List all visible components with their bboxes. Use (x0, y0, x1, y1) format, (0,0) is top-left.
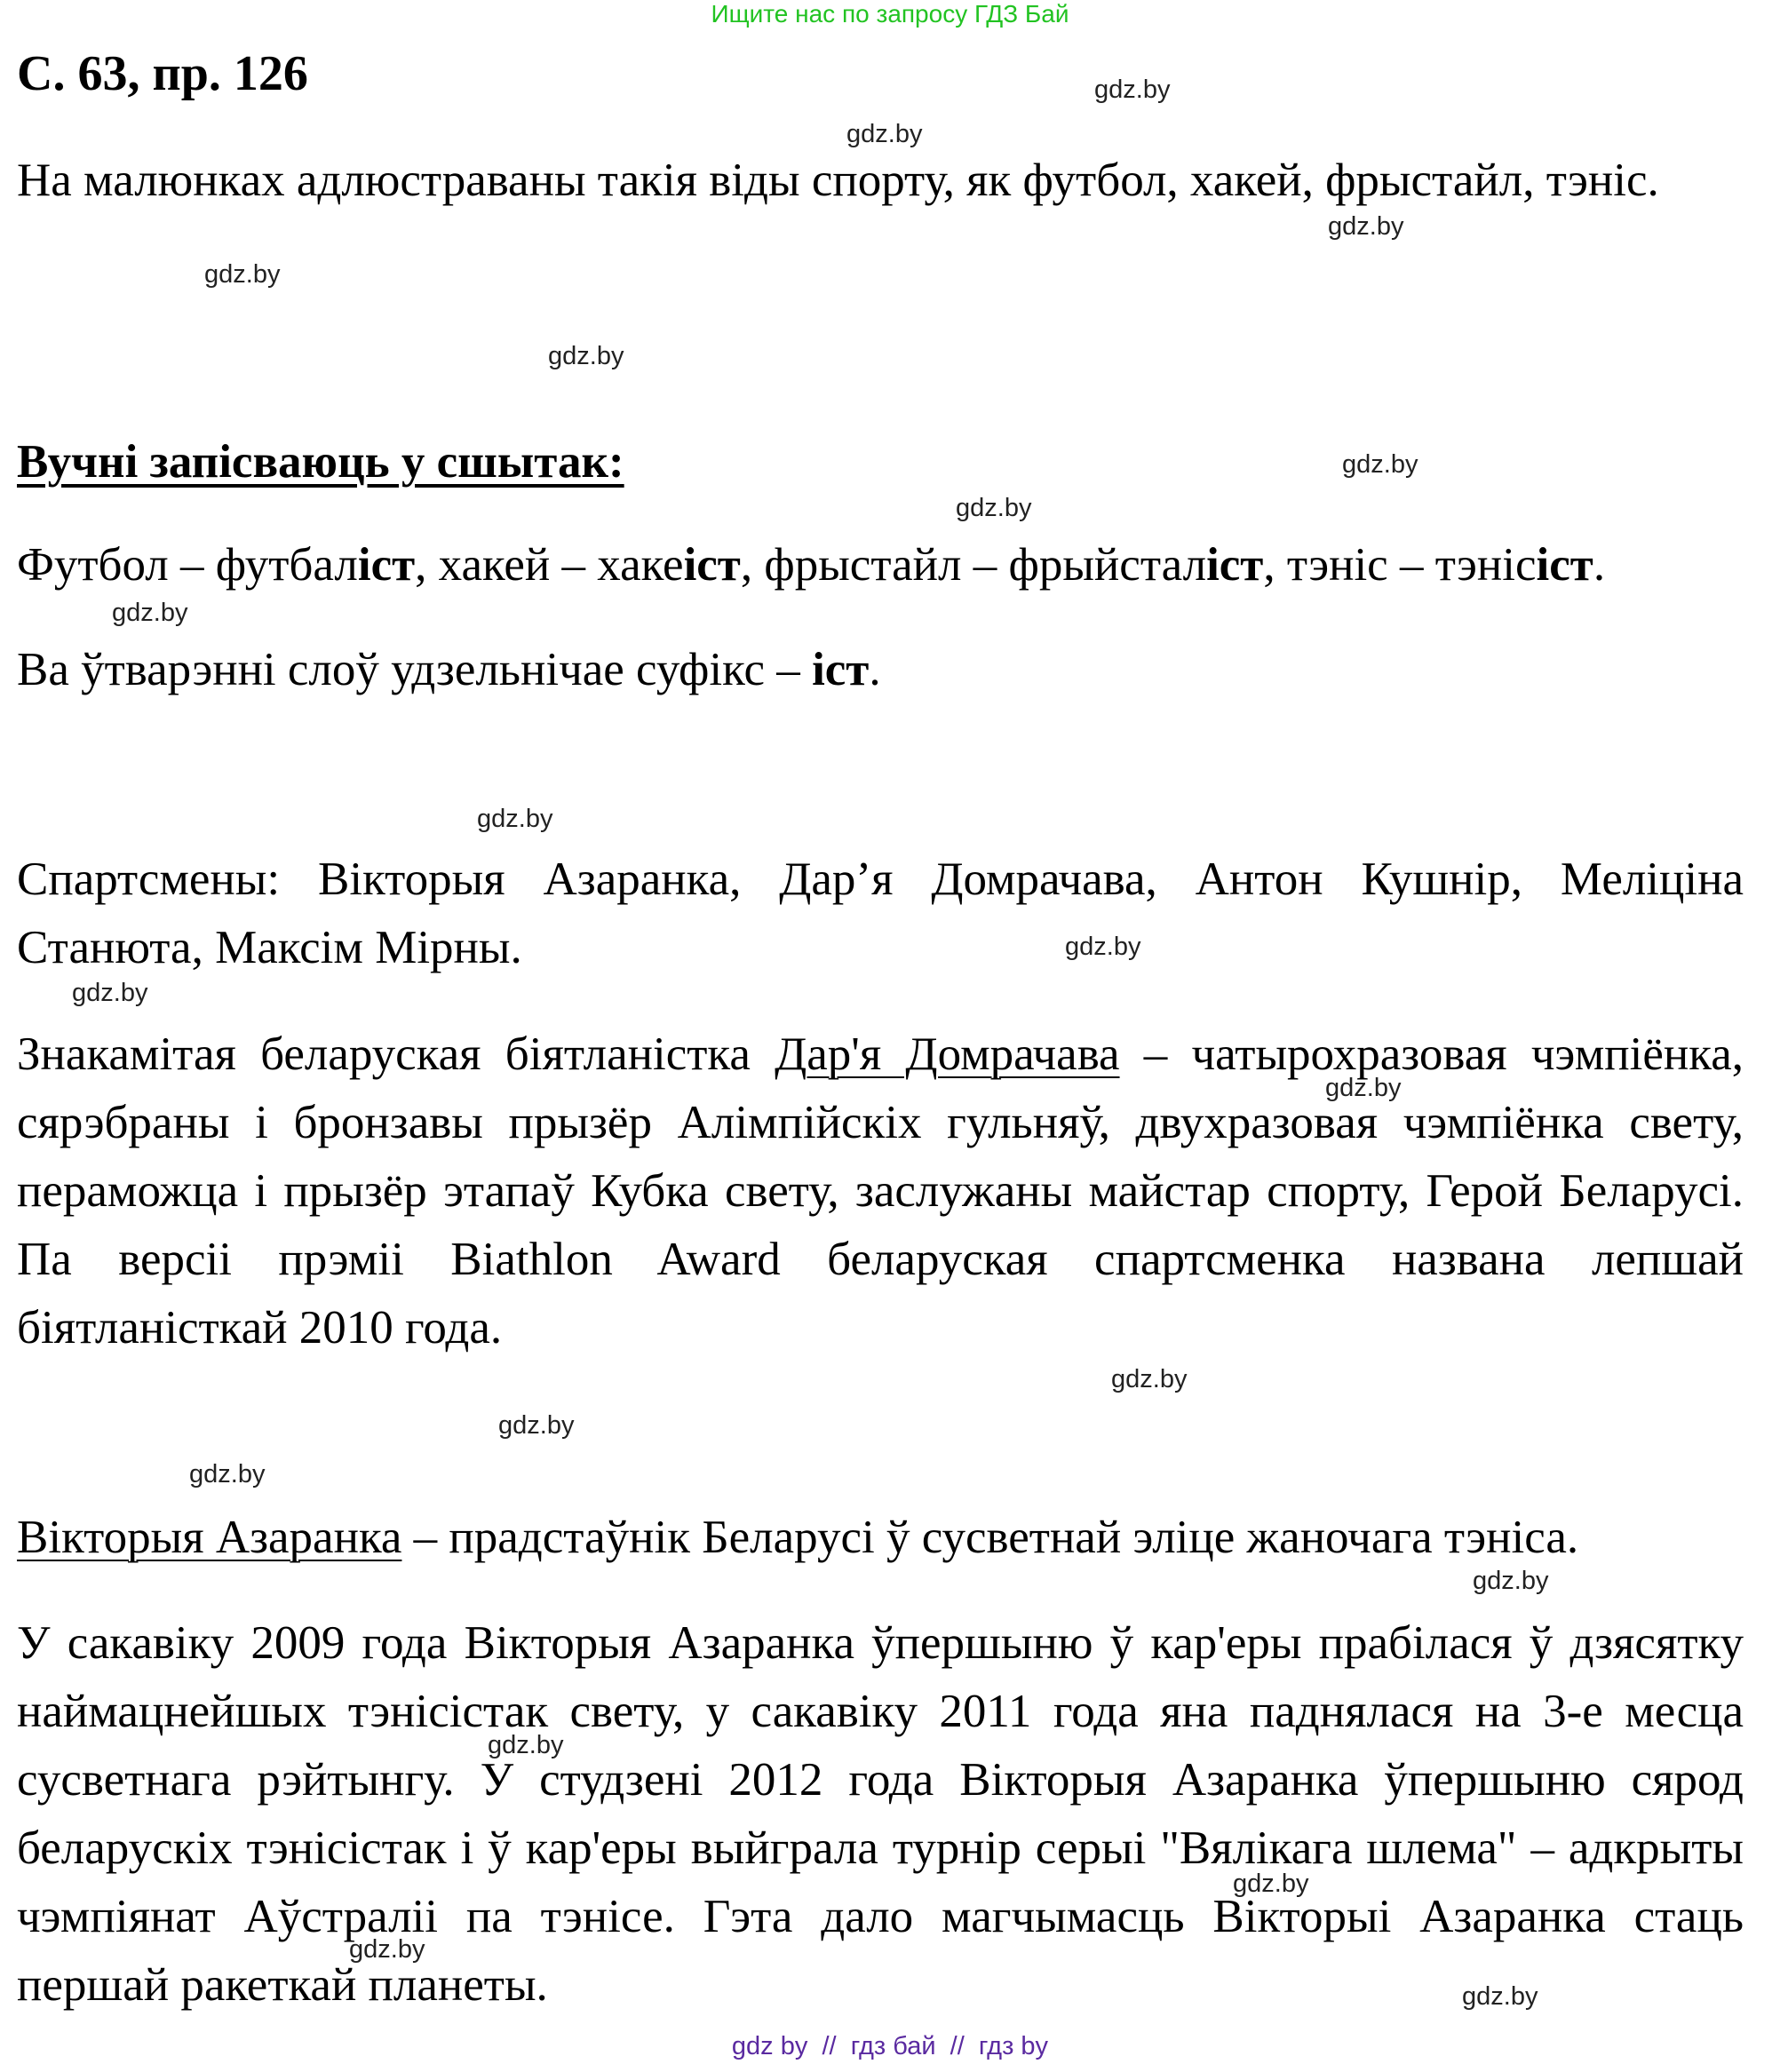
suffix-bold: іст (1536, 539, 1593, 591)
watermark: gdz.by (1342, 450, 1418, 479)
watermark: gdz.by (1233, 1870, 1309, 1898)
text: – чатырохразовая чэмпіёнка, сярэбраны і бронзавы прызёр Алімпійскіх гульняў, двухразовая чэмпіёнка свету, пераможца і прызёр этапаў Кубка свету, заслужаны майстар спорту, Герой Беларусі. Па версіі прэміі Biathlon Award беларуская спартсменка названа лепшай біятланісткай 2010 года. (17, 1028, 1744, 1354)
word-pair: , хакей – хаке (415, 539, 684, 591)
suffix-bold: іст (1206, 539, 1264, 591)
text: – прадстаўнік Беларусі ў сусветнай эліце жаночага тэніса. (401, 1512, 1579, 1563)
watermark: gdz.by (956, 494, 1032, 522)
watermark: gdz.by (846, 120, 923, 148)
athletes-paragraph: Спартсмены: Вікторыя Азаранка, Дар’я Домрачава, Антон Кушнір, Меліціна Станюта, Максім Мірны. (17, 853, 1744, 973)
watermark: gdz.by (204, 260, 281, 289)
watermark: gdz.by (488, 1731, 564, 1759)
words-line (17, 531, 1744, 599)
watermark: gdz.by (349, 1935, 425, 1964)
word-pair: , фрыстайл – фрыйстал (740, 539, 1207, 591)
suffix-bold: іст (812, 644, 870, 695)
watermark: gdz.by (1328, 212, 1404, 241)
exercise-title: С. 63, пр. 126 (17, 46, 308, 101)
athlete-name: Дар'я Домрачава (775, 1028, 1120, 1080)
text: Знакамітая беларуская біятланістка (17, 1028, 775, 1080)
suffix-line (17, 636, 1744, 704)
suffix-bold: іст (357, 539, 416, 591)
watermark: gdz.by (1462, 1982, 1538, 2011)
azarenka-paragraph: У сакавіку 2009 года Вікторыя Азаранка ўпершыню ў кар'еры прабілася ў дзясятку наймацнейшых тэнісістак свету, у сакавіку 2011 года яна паднялася на 3-е месца сусветнага рэйтынгу. У студзені 2012 года Вікторыя Азаранка ўпершыню сярод беларускіх тэнісістак і ў кар'еры выйграла турнір серыі "Вялікага шлема" – адкрыты чэмпіянат Аўстраліі па тэнісе. Гэта дало магчымасць Вікторыі Азаранка стаць першай ракеткай планеты. (17, 1617, 1744, 2011)
watermark: gdz.by (1065, 933, 1141, 961)
watermark: gdz.by (1325, 1074, 1402, 1102)
punctuation: . (1593, 539, 1606, 591)
word-pair: , тэніс – тэніс (1263, 539, 1537, 591)
domracheva-paragraph (17, 1020, 1744, 1362)
watermark: gdz.by (1473, 1567, 1549, 1595)
section-heading (17, 428, 1744, 496)
watermark: gdz.by (1111, 1365, 1188, 1393)
athlete-name: Вікторыя Азаранка (17, 1512, 402, 1563)
watermark: gdz.by (477, 805, 553, 833)
watermark: gdz.by (112, 599, 188, 627)
suffix-bold: іст (683, 539, 741, 591)
word-pair: Футбол – футбал (17, 539, 358, 591)
watermark: gdz.by (189, 1460, 266, 1489)
intro-paragraph: На малюнках адлюстраваны такія віды спорту, як футбол, хакей, фрыстайл, тэніс. (17, 155, 1659, 206)
watermark: gdz.by (1094, 75, 1171, 104)
watermark: gdz.by (498, 1411, 575, 1440)
punctuation: . (869, 644, 881, 695)
watermark: gdz.by (548, 342, 624, 370)
search-banner-link[interactable]: Ищите нас по запросу ГДЗ Бай (711, 0, 1069, 28)
heading-text: Вучні запісваюць у сшытак: (17, 436, 624, 488)
watermark: gdz.by (72, 979, 148, 1007)
azarenka-intro (17, 1504, 1744, 1572)
footer-links[interactable]: gdz by // гдз бай // гдз by (731, 2032, 1049, 2060)
suffix-text: Ва ўтварэнні слоў удзельнічае суфікс – (17, 644, 813, 695)
